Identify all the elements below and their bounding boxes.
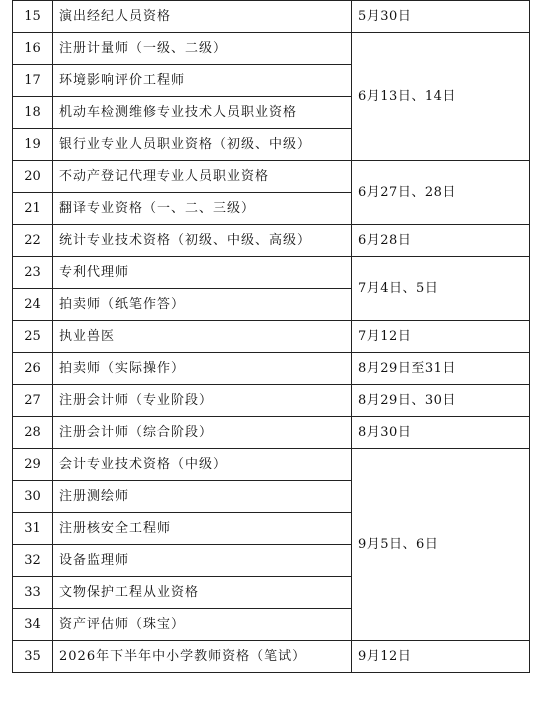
- table-row: [13, 641, 530, 673]
- row-number: 21: [13, 193, 53, 225]
- row-number: 22: [13, 225, 53, 257]
- exam-date: 8月29日至31日: [352, 353, 530, 385]
- row-number: 33: [13, 577, 53, 609]
- table-row: [13, 33, 530, 65]
- row-number: 23: [13, 257, 53, 289]
- row-number: 17: [13, 65, 53, 97]
- row-number: 20: [13, 161, 53, 193]
- row-number: 29: [13, 449, 53, 481]
- exam-name: 注册核安全工程师: [53, 513, 352, 545]
- exam-name: 注册会计师（专业阶段）: [53, 385, 352, 417]
- row-number: 28: [13, 417, 53, 449]
- exam-date: 8月30日: [352, 417, 530, 449]
- exam-date: 6月27日、28日: [352, 161, 530, 225]
- exam-name: 注册测绘师: [53, 481, 352, 513]
- row-number: 19: [13, 129, 53, 161]
- exam-date: 5月30日: [352, 1, 530, 33]
- exam-date: 9月5日、6日: [352, 449, 530, 641]
- exam-date: 7月12日: [352, 321, 530, 353]
- exam-schedule-table: [12, 0, 530, 673]
- exam-name: 翻译专业资格（一、二、三级）: [53, 193, 352, 225]
- table-row: [13, 417, 530, 449]
- exam-name: 2026年下半年中小学教师资格（笔试）: [53, 641, 352, 673]
- exam-name: 专利代理师: [53, 257, 352, 289]
- exam-date: 8月29日、30日: [352, 385, 530, 417]
- row-number: 30: [13, 481, 53, 513]
- exam-name: 统计专业技术资格（初级、中级、高级）: [53, 225, 352, 257]
- exam-name: 设备监理师: [53, 545, 352, 577]
- row-number: 26: [13, 353, 53, 385]
- exam-date: 6月13日、14日: [352, 33, 530, 161]
- row-number: 31: [13, 513, 53, 545]
- row-number: 25: [13, 321, 53, 353]
- exam-name: 资产评估师（珠宝）: [53, 609, 352, 641]
- row-number: 16: [13, 33, 53, 65]
- row-number: 24: [13, 289, 53, 321]
- exam-name: 注册会计师（综合阶段）: [53, 417, 352, 449]
- exam-name: 环境影响评价工程师: [53, 65, 352, 97]
- row-number: 32: [13, 545, 53, 577]
- exam-name: 银行业专业人员职业资格（初级、中级）: [53, 129, 352, 161]
- exam-name: 拍卖师（纸笔作答）: [53, 289, 352, 321]
- row-number: 18: [13, 97, 53, 129]
- row-number: 34: [13, 609, 53, 641]
- table-row: [13, 225, 530, 257]
- exam-date: 6月28日: [352, 225, 530, 257]
- table-row: [13, 321, 530, 353]
- exam-name: 注册计量师（一级、二级）: [53, 33, 352, 65]
- table-row: [13, 257, 530, 289]
- table-row: [13, 1, 530, 33]
- table-row: [13, 385, 530, 417]
- exam-name: 文物保护工程从业资格: [53, 577, 352, 609]
- exam-name: 拍卖师（实际操作）: [53, 353, 352, 385]
- table-row: [13, 449, 530, 481]
- row-number: 27: [13, 385, 53, 417]
- exam-date: 9月12日: [352, 641, 530, 673]
- exam-name: 会计专业技术资格（中级）: [53, 449, 352, 481]
- row-number: 35: [13, 641, 53, 673]
- exam-name: 执业兽医: [53, 321, 352, 353]
- exam-name: 演出经纪人员资格: [53, 1, 352, 33]
- table-row: [13, 161, 530, 193]
- row-number: 15: [13, 1, 53, 33]
- table-row: [13, 353, 530, 385]
- exam-date: 7月4日、5日: [352, 257, 530, 321]
- exam-name: 不动产登记代理专业人员职业资格: [53, 161, 352, 193]
- exam-name: 机动车检测维修专业技术人员职业资格: [53, 97, 352, 129]
